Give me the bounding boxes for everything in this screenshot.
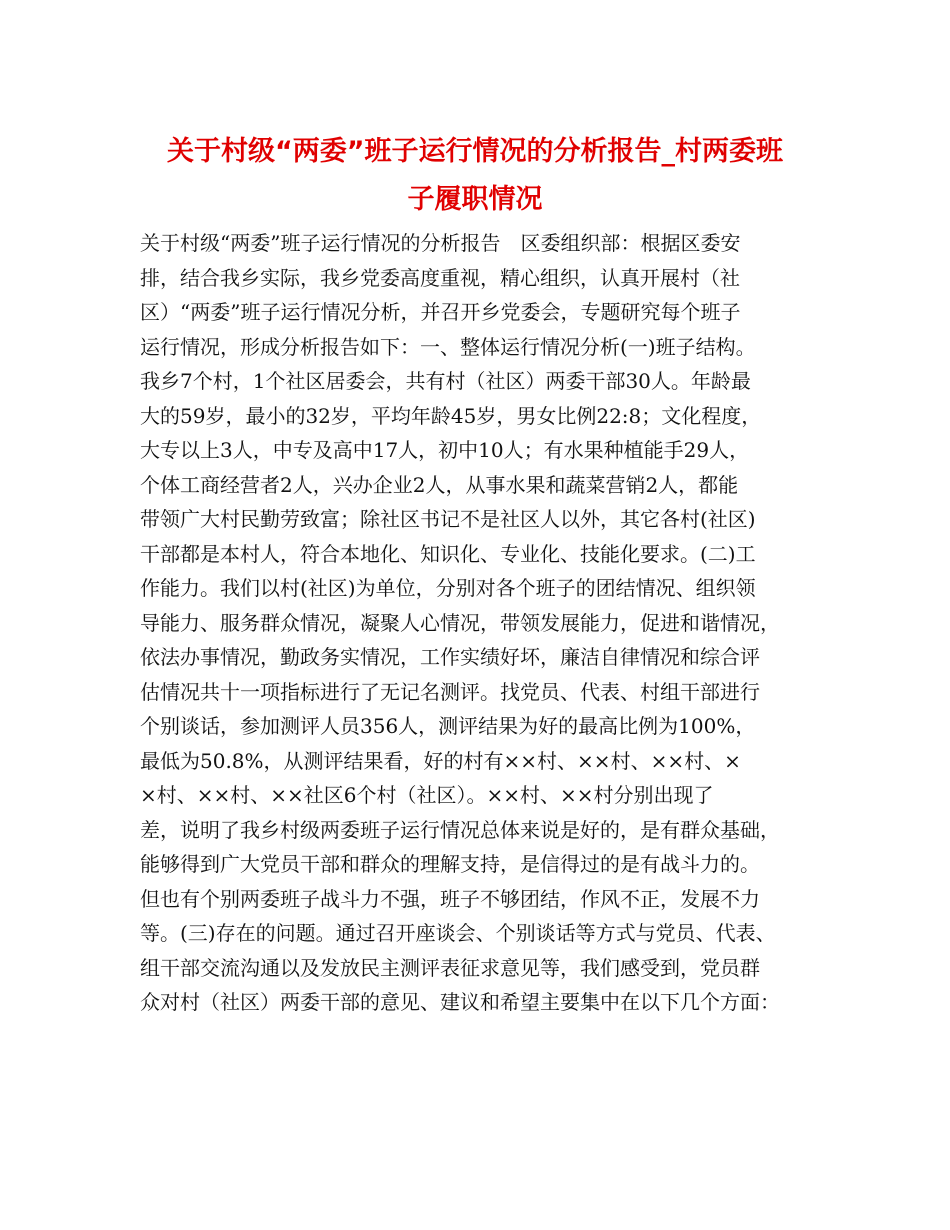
- body-line: 众对村（社区）两委干部的意见、建议和希望主要集中在以下几个方面：: [140, 990, 780, 1014]
- body-line: 能够得到广大党员干部和群众的理解支持，是信得过的是有战斗力的。: [140, 852, 760, 876]
- body-line: 关于村级“两委”班子运行情况的分析报告 区委组织部：根据区委安: [140, 231, 741, 255]
- body-line: 作能力。我们以村(社区)为单位，分别对各个班子的团结情况、组织领: [140, 576, 756, 600]
- body-line: 大的59岁，最小的32岁，平均年龄45岁，男女比例22:8；文化程度，: [140, 403, 762, 428]
- document-title: [100, 128, 850, 224]
- body-line: 我乡7个村，1个社区居委会，共有村（社区）两委干部30人。年龄最: [140, 369, 751, 393]
- body-line: 区）“两委”班子运行情况分析，并召开乡党委会，专题研究每个班子: [140, 300, 741, 324]
- body-line: ×村、××村、××社区6个村（社区）。××村、××村分别出现了: [140, 783, 714, 807]
- body-line: 个体工商经营者2人，兴办企业2人，从事水果和蔬菜营销2人，都能: [140, 472, 739, 497]
- body-line: 排，结合我乡实际，我乡党委高度重视，精心组织，认真开展村（社: [140, 265, 740, 290]
- body-line: 等。(三)存在的问题。通过召开座谈会、个别谈话等方式与党员、代表、: [140, 921, 776, 945]
- body-line: 干部都是本村人，符合本地化、知识化、专业化、技能化要求。(二)工: [140, 541, 756, 566]
- body-line: 但也有个别两委班子战斗力不强，班子不够团结，作风不正，发展不力: [140, 886, 760, 911]
- body-line: 组干部交流沟通以及发放民主测评表征求意见等，我们感受到，党员群: [140, 955, 760, 980]
- body-line: 带领广大村民勤劳致富；除社区书记不是社区人以外，其它各村(社区): [140, 507, 756, 531]
- title-line-1: 关于村级“两委”班子运行情况的分析报告_村两委班: [167, 136, 783, 167]
- body-line: 运行情况，形成分析报告如下：一、整体运行情况分析(一)班子结构。: [140, 334, 756, 359]
- body-line: 依法办事情况，勤政务实情况，工作实绩好坏，廉洁自律情况和综合评: [140, 645, 760, 669]
- body-line: 最低为50.8%，从测评结果看，好的村有××村、××村、××村、×: [140, 748, 741, 773]
- body-line: 估情况共十一项指标进行了无记名测评。找党员、代表、村组干部进行: [140, 679, 760, 704]
- document-body: [140, 226, 830, 1020]
- body-line: 差，说明了我乡村级两委班子运行情况总体来说是好的，是有群众基础，: [140, 817, 780, 842]
- body-line: 个别谈话，参加测评人员356人，测评结果为好的最高比例为100%，: [140, 714, 756, 738]
- body-line: 大专以上3人，中专及高中17人，初中10人；有水果种植能手29人，: [140, 438, 750, 462]
- body-line: 导能力、服务群众情况，凝聚人心情况，带领发展能力，促进和谐情况，: [140, 610, 780, 635]
- title-line-2: 子履职情况: [407, 184, 543, 215]
